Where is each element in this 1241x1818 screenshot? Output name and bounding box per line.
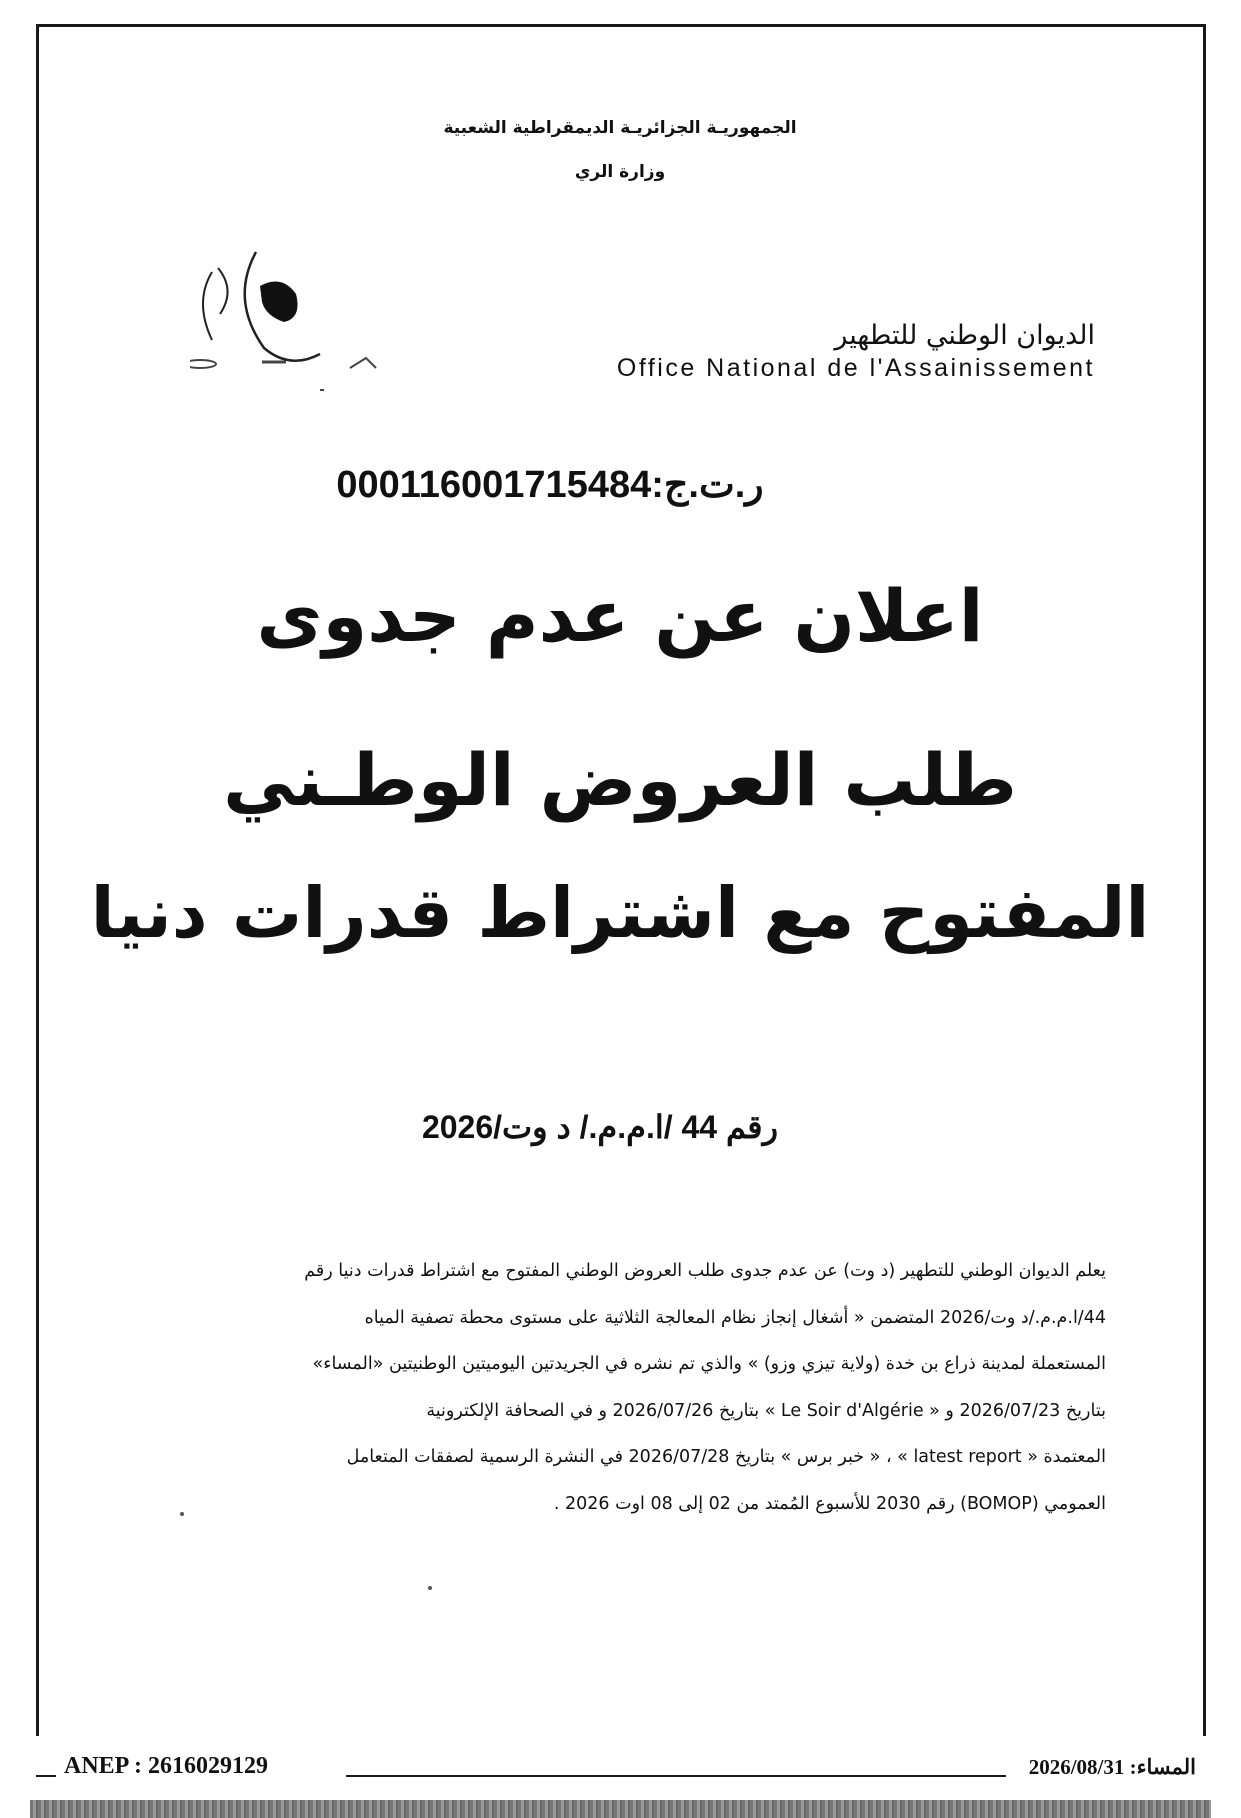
- tender-reference: رقم 44 /ا.م.م./ د وت/2026: [421, 1109, 779, 1145]
- scan-speck: [180, 1512, 184, 1516]
- body-line-6: العمومي (BOMOP) رقم 2030 للأسبوع المُمتد من 02 إلى 08 اوت 2026 .: [553, 1493, 1106, 1514]
- ona-logo-icon: [190, 250, 430, 400]
- republic-header: الجمهوريـة الجزائريـة الديمقراطية الشعبية: [443, 118, 797, 138]
- title-line-1: اعلان عن عدم جدوى: [256, 574, 984, 658]
- scan-edge-band: [30, 1800, 1211, 1818]
- footer-rule: [346, 1775, 1006, 1777]
- body-line-4: بتاريخ 2026/07/23 و « Le Soir d'Algérie » بتاريخ 2026/07/26 و في الصحافة الإلكترونية: [426, 1400, 1106, 1421]
- office-name-arabic: الديوان الوطني للتطهير: [834, 320, 1095, 351]
- body-line-5: المعتمدة « latest report » ، « خبر برس » بتاريخ 2026/07/28 في النشرة الرسمية لصفقات المتعامل: [346, 1447, 1106, 1467]
- publication-date: المساء: 2026/08/31: [1028, 1755, 1196, 1779]
- body-line-2: 44/ا.م.م./د وت/2026 المتضمن « أشغال إنجاز نظام المعالجة الثلاثية على مستوى محطة تصفية المياه: [364, 1307, 1106, 1328]
- body-line-3: المستعملة لمدينة ذراع بن خدة (ولاية تيزي وزو) » والذي تم نشره في الجريدتين اليوميتين الوطنيتين «المساء»: [312, 1354, 1106, 1374]
- body-line-1: يعلم الديوان الوطني للتطهير (د وت) عن عدم جدوى طلب العروض الوطني المفتوح مع اشتراط قدرات دنيا رقم: [304, 1261, 1106, 1281]
- ministry-header: وزارة الري: [574, 162, 666, 182]
- scan-speck: [428, 1586, 432, 1590]
- announcement-body: [108, 1248, 1106, 1527]
- page-footer: [36, 1753, 1206, 1783]
- footer-rule: [36, 1775, 56, 1777]
- title-line-2: طلب العروض الوطـني: [223, 738, 1017, 822]
- registration-number: ر.ت.ج:000116001715484: [336, 464, 764, 506]
- anep-number: ANEP : 2616029129: [64, 1753, 268, 1779]
- title-line-3: المفتوح مع اشتراط قدرات دنيا: [90, 872, 1150, 954]
- office-name-french: Office National de l'Assainissement: [616, 354, 1095, 382]
